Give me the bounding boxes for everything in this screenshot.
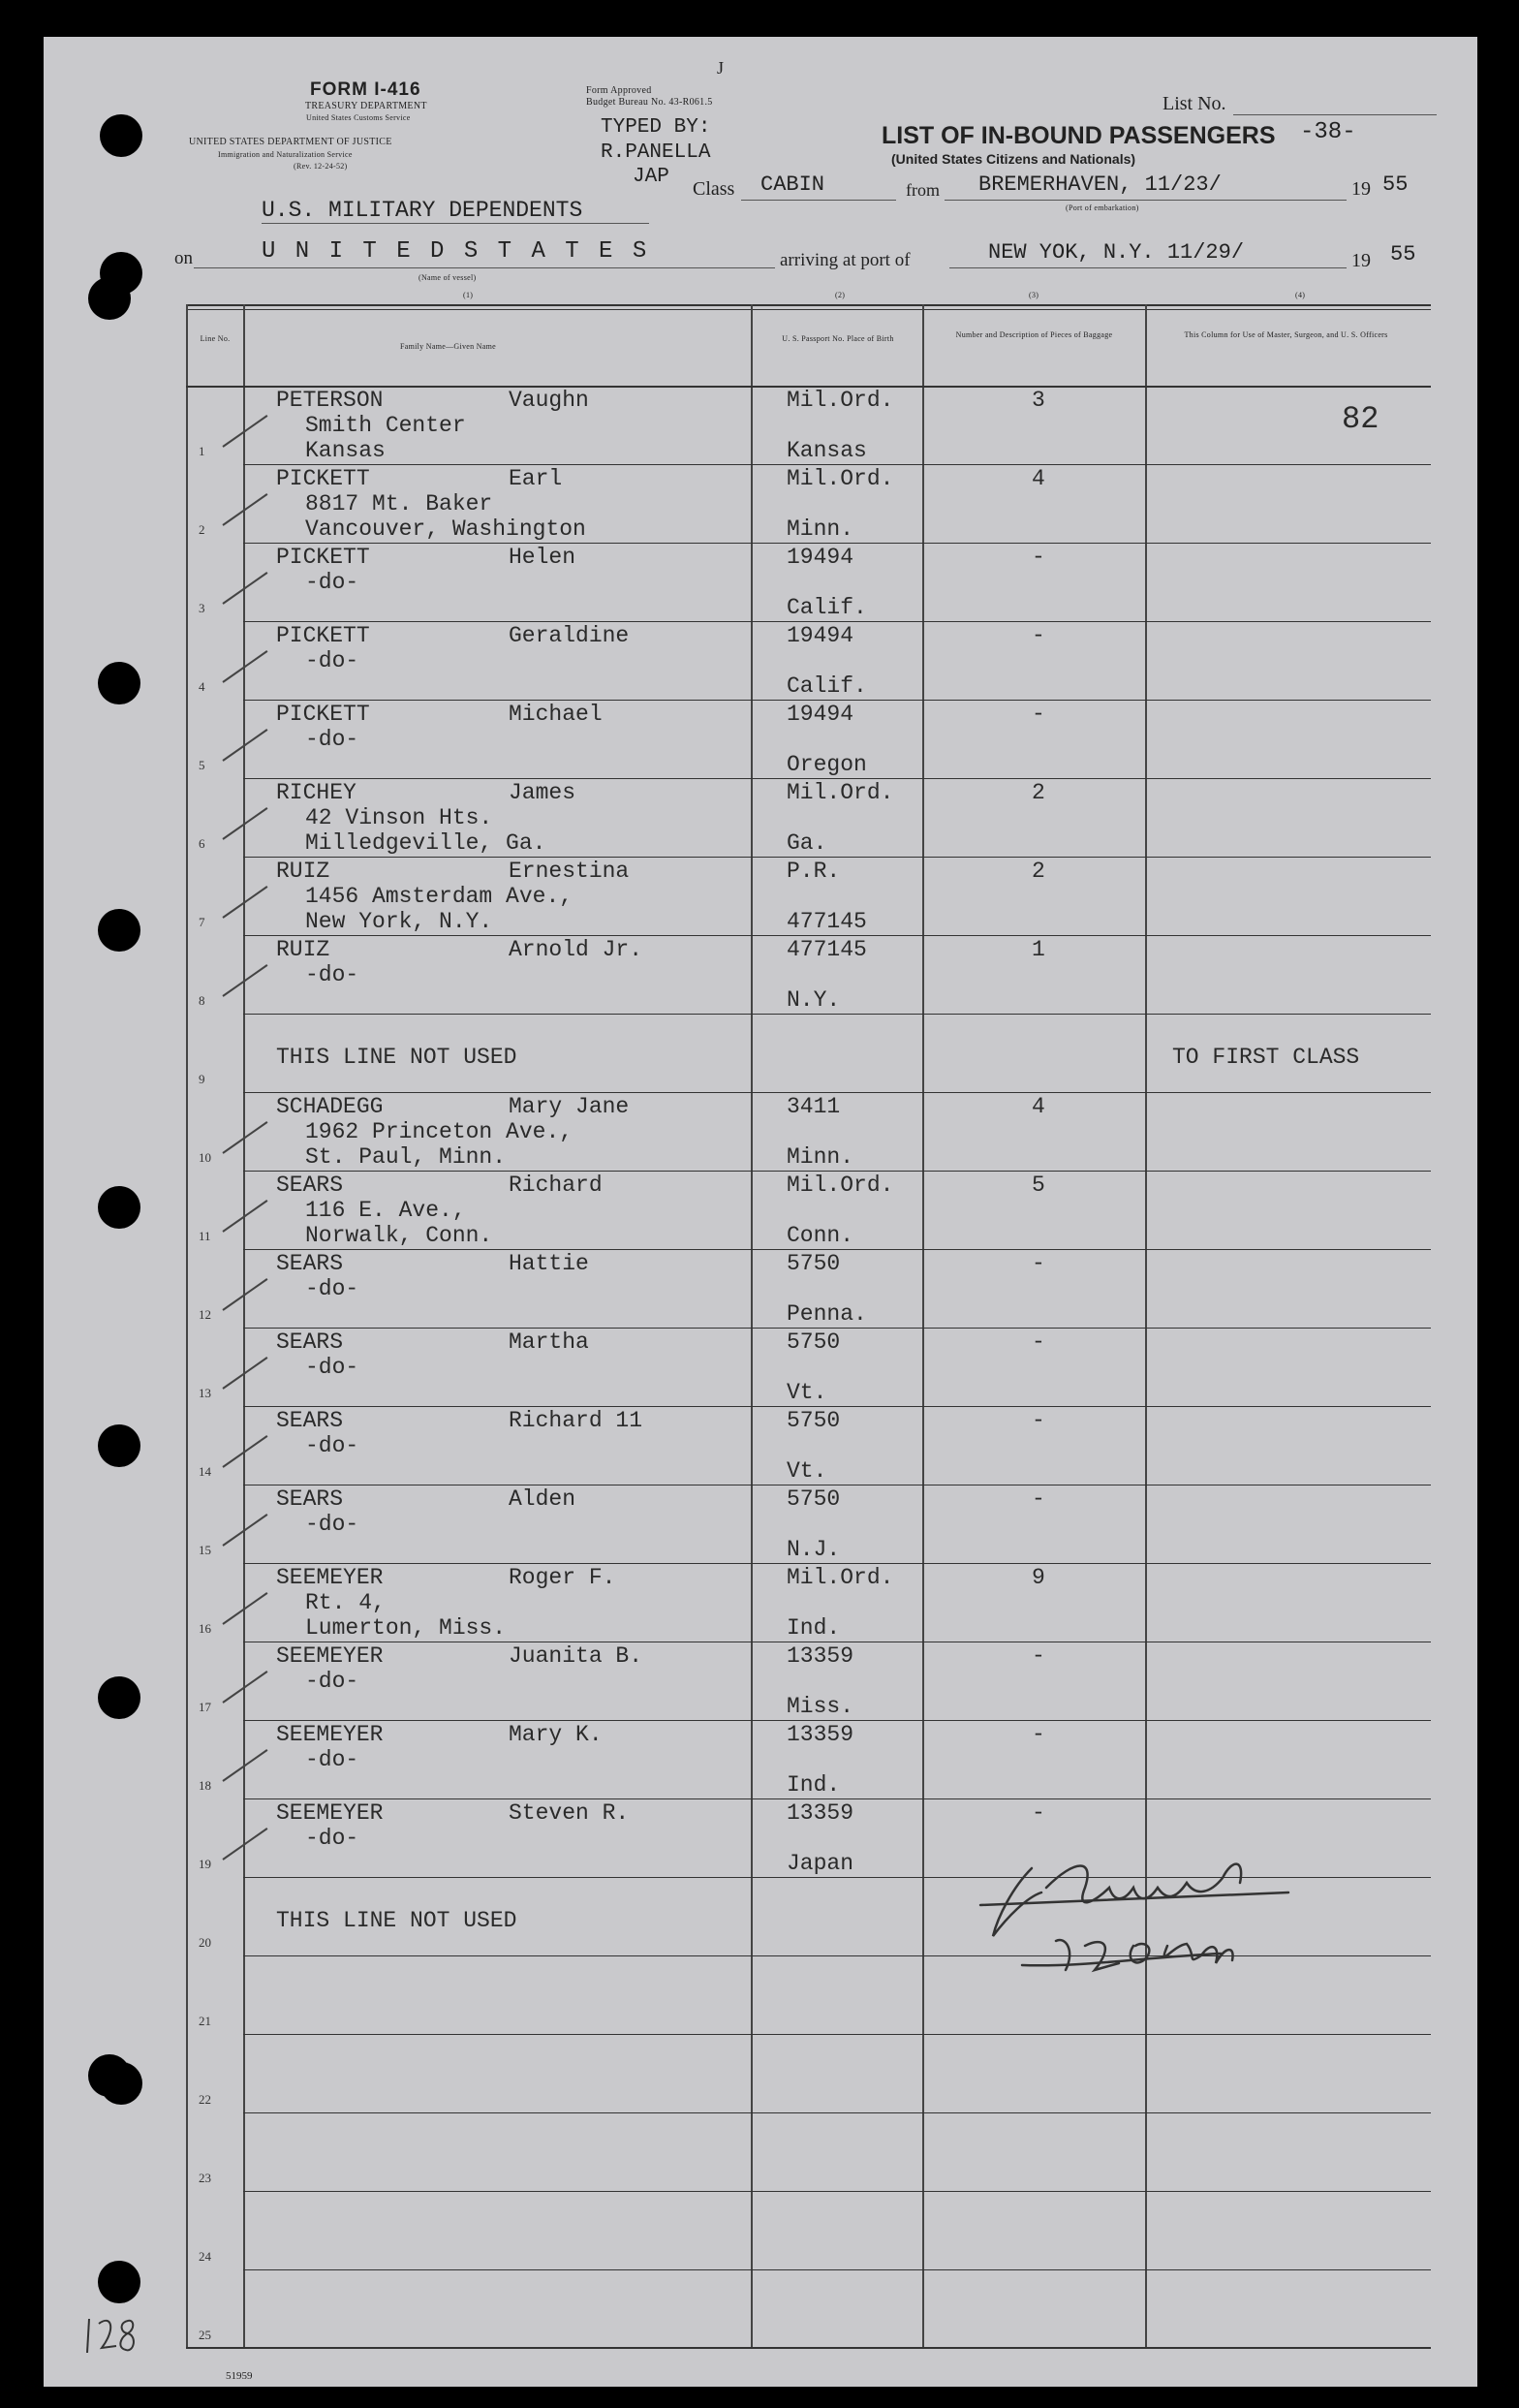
from-label: from (906, 180, 940, 200)
line-number: 23 (199, 2171, 211, 2185)
family-name: SEARS (276, 1173, 344, 1198)
passport-number: 19494 (787, 702, 854, 727)
address-line-1: -do- (305, 1276, 359, 1301)
typist-office: JAP (633, 166, 669, 188)
given-name: Juanita B. (509, 1643, 643, 1669)
baggage-count: - (1032, 702, 1045, 727)
vessel-group: U.S. MILITARY DEPENDENTS (262, 198, 583, 223)
line-number: 9 (199, 1072, 205, 1086)
given-name: Mary Jane (509, 1094, 630, 1119)
ins-label: Immigration and Naturalization Service (218, 150, 353, 159)
line-number: 21 (199, 2014, 211, 2028)
given-name: Richard (509, 1173, 603, 1198)
check-mark (222, 1671, 267, 1704)
table-row (44, 466, 1477, 544)
table-row (44, 937, 1477, 1015)
row-divider (243, 1406, 1431, 1407)
baggage-count: - (1032, 623, 1045, 648)
check-mark (222, 1278, 267, 1311)
address-line-1: -do- (305, 1512, 359, 1537)
check-mark (222, 1749, 267, 1782)
address-line-1: 116 E. Ave., (305, 1198, 466, 1223)
row-divider (243, 464, 1431, 465)
justice-label: UNITED STATES DEPARTMENT OF JUSTICE (189, 137, 392, 147)
footer-code: 51959 (226, 2370, 253, 2382)
check-mark (222, 1828, 267, 1861)
given-name: Steven R. (509, 1800, 630, 1826)
row-divider (243, 700, 1431, 701)
passport-number: 3411 (787, 1094, 841, 1119)
officer-note: TO FIRST CLASS (1172, 1045, 1360, 1070)
header-officers: This Column for Use of Master, Surgeon, and U. S. Officers (1184, 330, 1388, 339)
baggage-count: - (1032, 1486, 1045, 1512)
check-mark (222, 1592, 267, 1625)
passport-number: 5750 (787, 1486, 841, 1512)
passport-number: 5750 (787, 1251, 841, 1276)
family-name: SEEMEYER (276, 1565, 384, 1590)
check-mark (222, 1200, 267, 1233)
table-row (44, 2271, 1477, 2349)
line-number: 20 (199, 1935, 211, 1950)
address-line-1: 1962 Princeton Ave., (305, 1119, 574, 1144)
punch-hole (88, 277, 131, 320)
place-of-birth: Penna. (787, 1301, 867, 1327)
line-number: 11 (199, 1229, 211, 1243)
table-row (44, 702, 1477, 779)
row-divider (243, 857, 1431, 858)
passport-number: Mil.Ord. (787, 1565, 894, 1590)
address-line-2: Milledgeville, Ga. (305, 830, 546, 856)
passport-number: P.R. (787, 859, 841, 884)
family-name: PETERSON (276, 388, 384, 413)
row-divider (243, 1563, 1431, 1564)
arrival-year-prefix: 19 (1351, 250, 1371, 271)
place-of-birth: Oregon (787, 752, 867, 777)
place-of-birth: Calif. (787, 595, 867, 620)
given-name: Michael (509, 702, 603, 727)
place-of-birth: Kansas (787, 438, 867, 463)
place-of-birth: N.Y. (787, 987, 841, 1013)
passport-number: Mil.Ord. (787, 780, 894, 805)
line-number: 1 (199, 444, 205, 458)
passport-number: 19494 (787, 623, 854, 648)
place-of-birth: Ind. (787, 1772, 841, 1798)
place-of-birth: 477145 (787, 909, 867, 934)
check-mark (222, 1121, 267, 1154)
place-of-birth: Ind. (787, 1615, 841, 1641)
row-divider (243, 935, 1431, 936)
address-line-2: St. Paul, Minn. (305, 1144, 507, 1170)
arrival-port: NEW YOK, N.Y. 11/29/ (988, 240, 1245, 265)
budget-label: Budget Bureau No. 43-R061.5 (586, 97, 713, 108)
given-name: Alden (509, 1486, 576, 1512)
baggage-count: - (1032, 1800, 1045, 1826)
given-name: Geraldine (509, 623, 630, 648)
row-divider (243, 621, 1431, 622)
baggage-count: 3 (1032, 388, 1045, 413)
check-mark (222, 964, 267, 997)
check-mark (222, 1435, 267, 1468)
row-divider (243, 2269, 1431, 2270)
baggage-count: 5 (1032, 1173, 1045, 1198)
address-line-2: New York, N.Y. (305, 909, 493, 934)
address-line-1: -do- (305, 1355, 359, 1380)
line-number: 25 (199, 2328, 211, 2342)
baggage-count: 1 (1032, 937, 1045, 962)
arriving-label: arriving at port of (780, 250, 911, 270)
passport-number: 13359 (787, 1643, 854, 1669)
given-name: Vaughn (509, 388, 589, 413)
place-of-birth: Japan (787, 1851, 854, 1876)
row-divider (243, 1249, 1431, 1250)
header-name: Family Name—Given Name (400, 342, 497, 351)
revision-label: (Rev. 12-24-52) (294, 162, 348, 171)
table-row (44, 1643, 1477, 1721)
form-approved-label: Form Approved (586, 85, 652, 96)
typist-name: R.PANELLA (601, 141, 711, 164)
given-name: Richard 11 (509, 1408, 643, 1433)
table-row (44, 859, 1477, 936)
check-mark (222, 415, 267, 448)
form-number: FORM I-416 (310, 79, 421, 100)
given-name: Martha (509, 1329, 589, 1355)
address-line-1: -do- (305, 648, 359, 673)
address-line-1: -do- (305, 727, 359, 752)
passport-number: 13359 (787, 1722, 854, 1747)
page-subtitle: (United States Citizens and Nationals) (891, 151, 1136, 167)
row-divider (243, 778, 1431, 779)
baggage-count: - (1032, 545, 1045, 570)
row-divider (243, 1014, 1431, 1015)
line-number: 17 (199, 1700, 211, 1714)
arrival-underline (949, 267, 1347, 268)
baggage-count: 4 (1032, 1094, 1045, 1119)
given-name: Roger F. (509, 1565, 616, 1590)
line-number: 3 (199, 601, 205, 615)
line-number: 19 (199, 1857, 211, 1871)
given-name: Helen (509, 545, 576, 570)
line-number: 15 (199, 1543, 211, 1557)
line-number: 12 (199, 1307, 211, 1322)
check-mark (222, 729, 267, 762)
address-line-1: -do- (305, 1669, 359, 1694)
list-number: -38- (1300, 119, 1356, 145)
family-name: THIS LINE NOT USED (276, 1908, 517, 1933)
family-name: RUIZ (276, 859, 330, 884)
baggage-count: - (1032, 1408, 1045, 1433)
family-name: SEEMEYER (276, 1800, 384, 1826)
given-name: Mary K. (509, 1722, 603, 1747)
place-of-birth: Calif. (787, 673, 867, 699)
family-name: PICKETT (276, 623, 370, 648)
baggage-count: 9 (1032, 1565, 1045, 1590)
given-name: James (509, 780, 576, 805)
class-label: Class (693, 178, 735, 200)
address-line-2: Lumerton, Miss. (305, 1615, 507, 1641)
check-mark (222, 572, 267, 605)
row-divider (243, 1328, 1431, 1329)
passport-number: 477145 (787, 937, 867, 962)
address-line-1: Rt. 4, (305, 1590, 386, 1615)
address-line-1: 8817 Mt. Baker (305, 491, 493, 516)
officer-note: 82 (1342, 401, 1380, 437)
check-mark (222, 1357, 267, 1390)
passport-number: Mil.Ord. (787, 388, 894, 413)
page-title: LIST OF IN-BOUND PASSENGERS (882, 122, 1276, 149)
passport-number: 19494 (787, 545, 854, 570)
baggage-count: - (1032, 1329, 1045, 1355)
row-divider (243, 2191, 1431, 2192)
col-number: (2) (835, 291, 846, 299)
place-of-birth: Minn. (787, 516, 854, 542)
address-line-2: Kansas (305, 438, 386, 463)
check-mark (222, 807, 267, 840)
header-baggage: Number and Description of Pieces of Baggage (955, 330, 1113, 339)
passport-number: 13359 (787, 1800, 854, 1826)
table-row (44, 1329, 1477, 1407)
family-name: SEARS (276, 1408, 344, 1433)
place-of-birth: Minn. (787, 1144, 854, 1170)
table-row (44, 545, 1477, 622)
baggage-count: - (1032, 1722, 1045, 1747)
check-mark (222, 1514, 267, 1547)
manifest-page (44, 37, 1477, 2387)
address-line-1: -do- (305, 1433, 359, 1458)
row-divider (243, 1171, 1431, 1172)
family-name: SCHADEGG (276, 1094, 384, 1119)
place-of-birth: Miss. (787, 1694, 854, 1719)
table-row (44, 1094, 1477, 1172)
address-line-1: -do- (305, 962, 359, 987)
line-number: 22 (199, 2092, 211, 2107)
from-underline (945, 200, 1347, 201)
passport-number: Mil.Ord. (787, 1173, 894, 1198)
baggage-count: 2 (1032, 780, 1045, 805)
list-no-label: List No. (1162, 93, 1226, 114)
place-of-birth: Vt. (787, 1458, 827, 1484)
place-of-birth: N.J. (787, 1537, 841, 1562)
col-number: (3) (1029, 291, 1039, 299)
vessel-underline (194, 267, 775, 268)
list-no-underline (1233, 114, 1437, 115)
family-name: SEEMEYER (276, 1722, 384, 1747)
row-divider (243, 1092, 1431, 1093)
line-number: 6 (199, 836, 205, 851)
check-mark (222, 493, 267, 526)
family-name: SEARS (276, 1486, 344, 1512)
table-row (44, 2036, 1477, 2113)
address-line-2: Vancouver, Washington (305, 516, 586, 542)
baggage-count: - (1032, 1643, 1045, 1669)
line-number: 18 (199, 1778, 211, 1793)
table-row (44, 388, 1477, 465)
table-row (44, 1722, 1477, 1799)
passport-number: 5750 (787, 1408, 841, 1433)
line-number: 13 (199, 1386, 211, 1400)
vessel-caption: (Name of vessel) (418, 273, 477, 282)
family-name: RUIZ (276, 937, 330, 962)
family-name: RICHEY (276, 780, 356, 805)
place-of-birth: Conn. (787, 1223, 854, 1248)
arrival-year: 55 (1390, 242, 1416, 266)
address-line-1: 42 Vinson Hts. (305, 805, 493, 830)
col-number: (1) (463, 291, 474, 299)
line-number: 4 (199, 679, 205, 694)
table-row (44, 1486, 1477, 1564)
line-number: 16 (199, 1621, 211, 1636)
corner-mark: J (717, 58, 725, 78)
from-year-prefix: 19 (1351, 178, 1371, 200)
baggage-count: 2 (1032, 859, 1045, 884)
row-divider (243, 2034, 1431, 2035)
baggage-count: - (1032, 1251, 1045, 1276)
family-name: PICKETT (276, 702, 370, 727)
row-divider (243, 543, 1431, 544)
table-row (44, 1173, 1477, 1250)
family-name: SEARS (276, 1251, 344, 1276)
table-row (44, 780, 1477, 858)
table-row (44, 1251, 1477, 1329)
passport-number: Mil.Ord. (787, 466, 894, 491)
treasury-label: TREASURY DEPARTMENT (305, 101, 427, 111)
address-line-1: -do- (305, 1826, 359, 1851)
place-of-birth: Vt. (787, 1380, 827, 1405)
table-row (44, 623, 1477, 701)
table-row (44, 1408, 1477, 1485)
family-name: SEARS (276, 1329, 344, 1355)
vessel-group-underline (262, 223, 649, 224)
customs-label: United States Customs Service (306, 113, 411, 122)
header-passport: U. S. Passport No. Place of Birth (782, 334, 894, 343)
embarkation-caption: (Port of embarkation) (1066, 203, 1139, 212)
family-name: PICKETT (276, 545, 370, 570)
class-underline (741, 200, 896, 201)
line-number: 10 (199, 1150, 211, 1165)
line-number: 5 (199, 758, 205, 772)
line-number: 24 (199, 2249, 211, 2264)
passport-number: 5750 (787, 1329, 841, 1355)
on-label: on (174, 248, 193, 268)
embarkation-port: BREMERHAVEN, 11/23/ (978, 172, 1222, 197)
given-name: Ernestina (509, 859, 630, 884)
place-of-birth: Ga. (787, 830, 827, 856)
line-number: 2 (199, 522, 205, 537)
typed-by-label: TYPED BY: (601, 116, 711, 139)
row-divider (243, 2348, 1431, 2349)
address-line-1: 1456 Amsterdam Ave., (305, 884, 574, 909)
address-line-1: -do- (305, 1747, 359, 1772)
family-name: PICKETT (276, 466, 370, 491)
row-divider (243, 2112, 1431, 2113)
row-divider (243, 1798, 1431, 1799)
table-row (44, 1016, 1477, 1093)
check-mark (222, 650, 267, 683)
table-top-border (186, 309, 1431, 310)
check-mark (222, 886, 267, 919)
family-name: THIS LINE NOT USED (276, 1045, 517, 1070)
address-line-2: Norwalk, Conn. (305, 1223, 493, 1248)
vessel-name: U N I T E D S T A T E S (262, 238, 650, 265)
table-row (44, 1565, 1477, 1642)
address-line-1: Smith Center (305, 413, 466, 438)
header-line-no: Line No. (200, 334, 231, 343)
punch-hole (100, 114, 142, 157)
col-number: (4) (1295, 291, 1306, 299)
class-value: CABIN (760, 172, 825, 197)
row-divider (243, 1720, 1431, 1721)
line-number: 7 (199, 915, 205, 929)
family-name: SEEMEYER (276, 1643, 384, 1669)
address-line-1: -do- (305, 570, 359, 595)
table-top-border (186, 304, 1431, 306)
given-name: Hattie (509, 1251, 589, 1276)
line-number: 8 (199, 993, 205, 1008)
baggage-count: 4 (1032, 466, 1045, 491)
from-year: 55 (1382, 172, 1409, 197)
table-row (44, 2193, 1477, 2270)
line-number: 14 (199, 1464, 211, 1479)
given-name: Arnold Jr. (509, 937, 643, 962)
table-row (44, 2114, 1477, 2192)
given-name: Earl (509, 466, 563, 491)
